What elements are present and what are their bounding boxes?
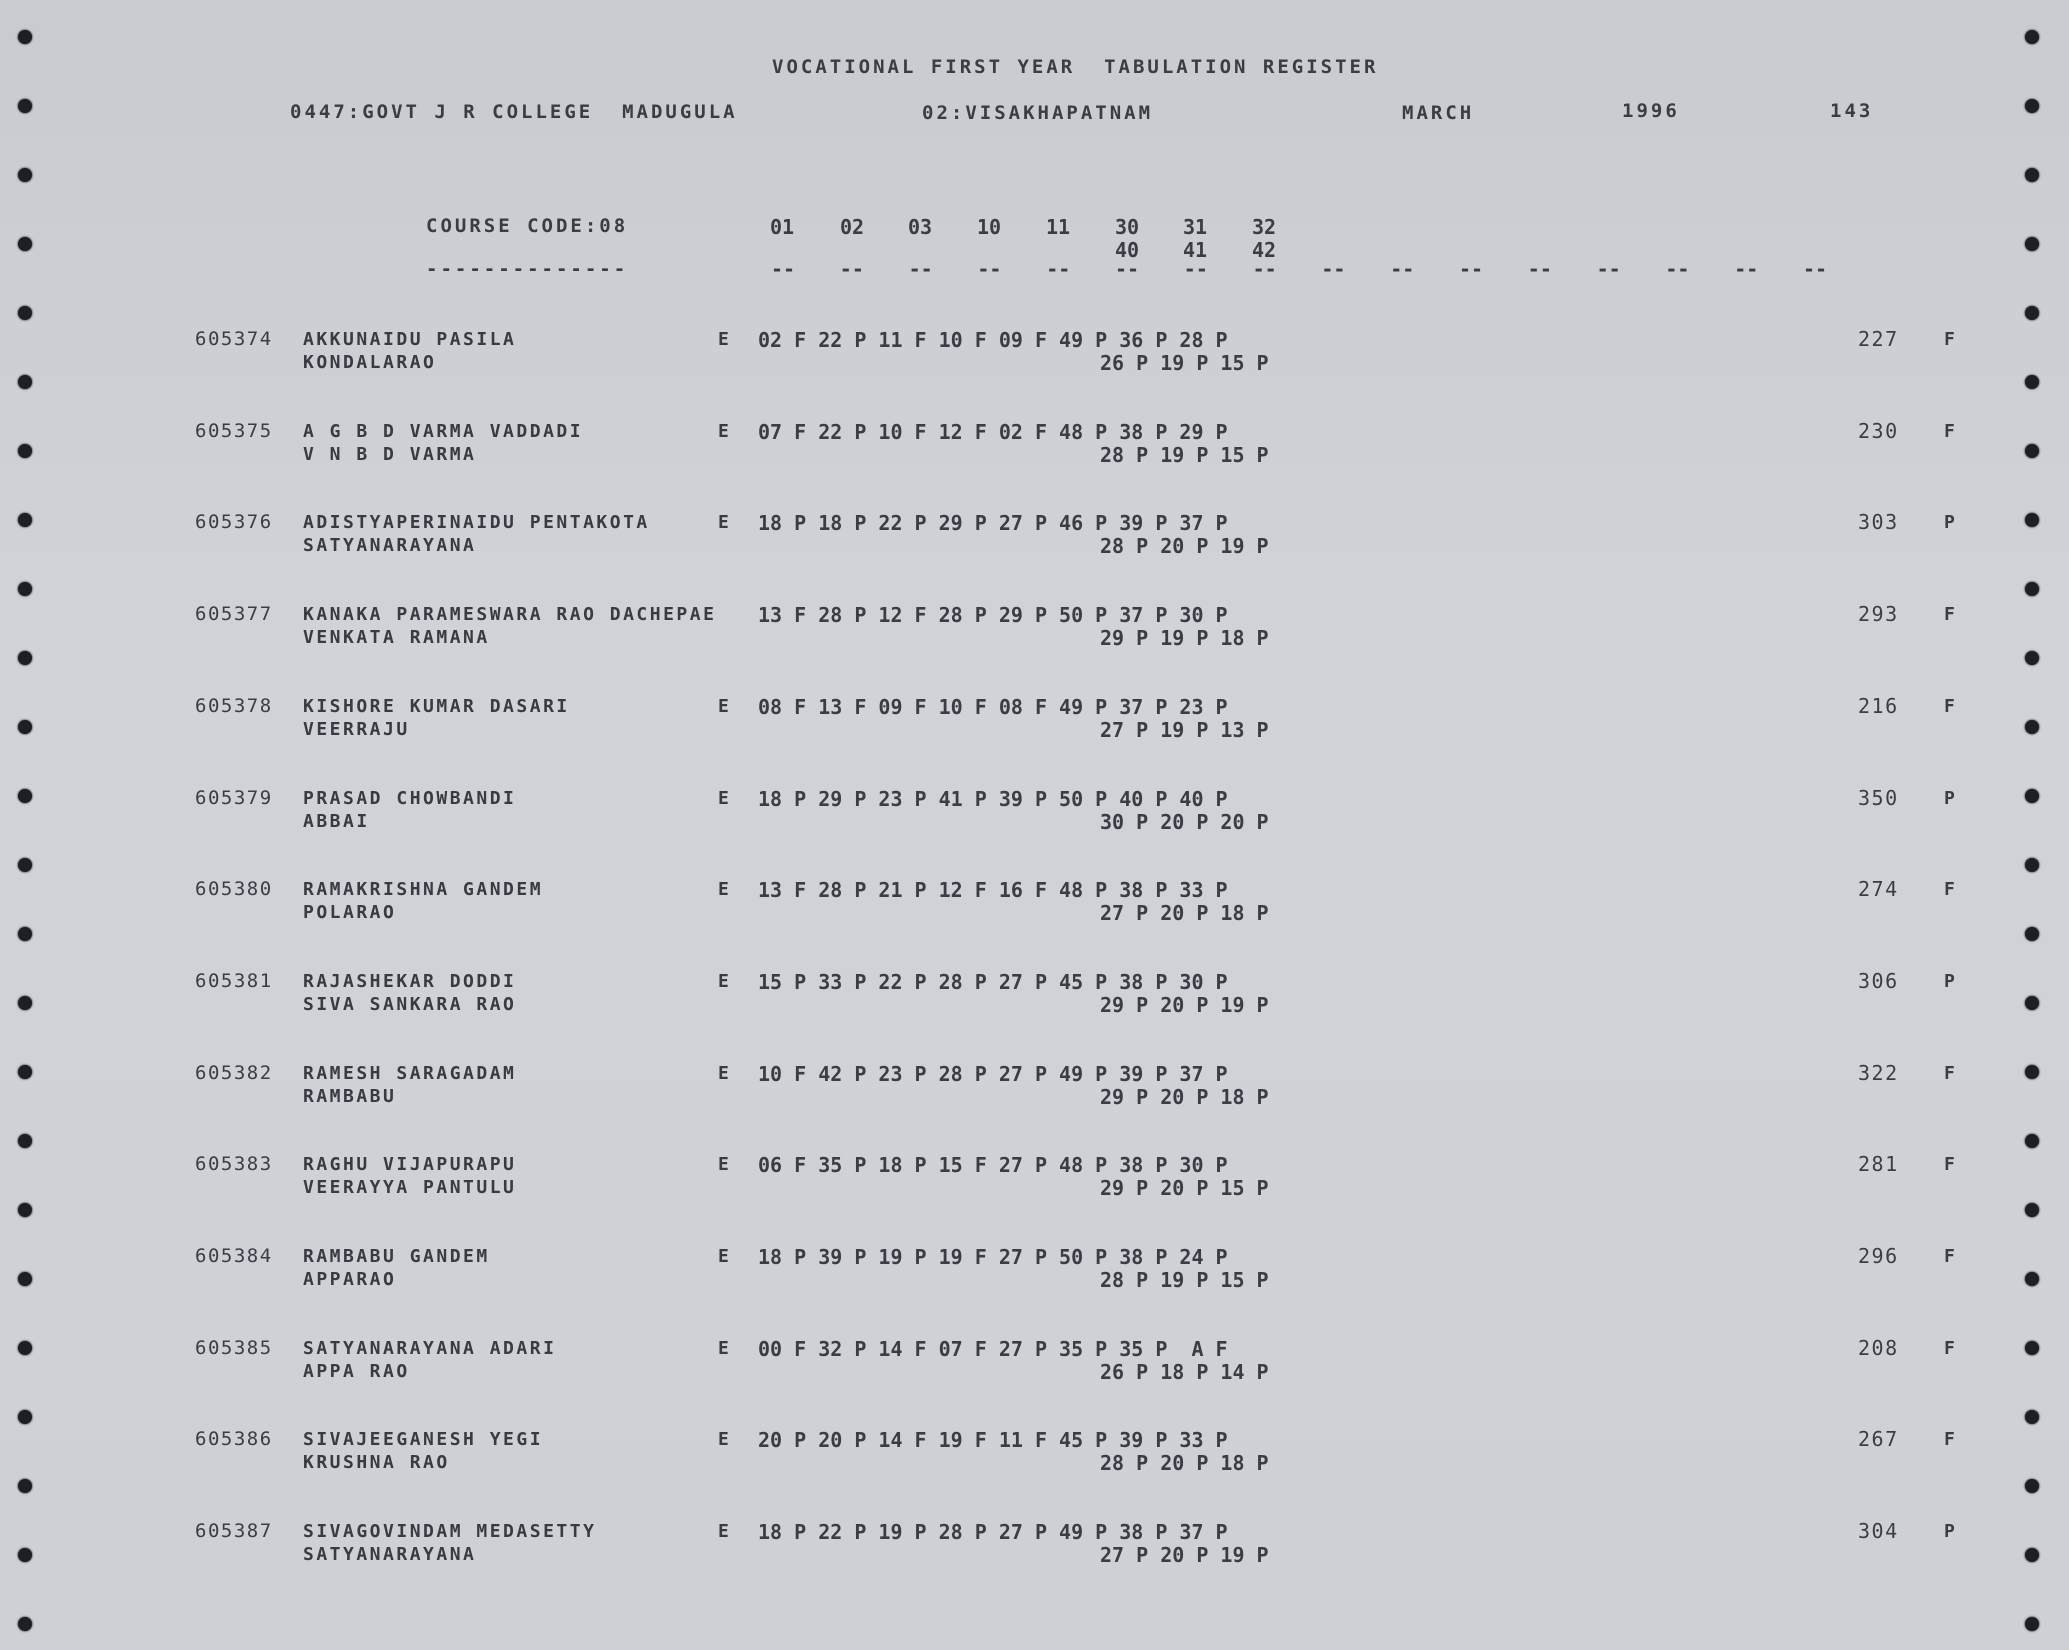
result: F (1944, 695, 1955, 717)
marks-line-2: 26 P 19 P 15 P (1100, 351, 1269, 375)
feed-hole (2025, 1065, 2039, 1079)
total-marks: 216 (1858, 693, 1899, 718)
roll-number: 605380 (195, 878, 273, 901)
student-name: SATYANARAYANA ADARI (303, 1337, 557, 1359)
result: F (1944, 1062, 1955, 1084)
column-dash: -- (1252, 257, 1277, 281)
medium: E (718, 329, 732, 350)
feed-hole (18, 513, 32, 527)
feed-hole (2025, 1341, 2039, 1355)
feed-hole (2025, 1479, 2039, 1493)
marks-line-1: 20 P 20 P 14 F 19 F 11 F 45 P 39 P 33 P (758, 1428, 1228, 1453)
father-name: V N B D VARMA (303, 443, 477, 465)
feed-hole (2025, 789, 2039, 803)
roll-number: 605376 (195, 511, 273, 534)
roll-number: 605383 (195, 1153, 273, 1176)
feed-hole (18, 237, 32, 251)
feed-hole (18, 1203, 32, 1217)
total-marks: 227 (1858, 327, 1899, 351)
feed-hole (18, 996, 32, 1010)
father-name: POLARAO (303, 902, 397, 924)
total-marks: 322 (1858, 1060, 1899, 1085)
column-dash: -- (977, 257, 1002, 281)
marks-line-1: 13 F 28 P 21 P 12 F 16 F 48 P 38 P 33 P (758, 878, 1228, 903)
feed-hole (2025, 30, 2039, 44)
column-dash: -- (839, 257, 864, 281)
feed-hole (18, 1410, 32, 1424)
marks-line-2: 29 P 20 P 15 P (1100, 1176, 1269, 1201)
feed-hole (18, 99, 32, 113)
feed-hole (2025, 1134, 2039, 1148)
course-code-underline: -------------- (426, 258, 629, 280)
feed-hole (18, 1134, 32, 1148)
marks-line-2: 29 P 20 P 19 P (1100, 992, 1269, 1017)
father-name: SATYANARAYANA (303, 1544, 477, 1566)
roll-number: 605384 (195, 1245, 273, 1267)
student-name: RAMESH SARAGADAM (303, 1062, 517, 1084)
father-name: APPA RAO (303, 1360, 410, 1382)
column-dash: -- (1459, 257, 1484, 281)
marks-line-1: 08 F 13 F 09 F 10 F 08 F 49 P 37 P 23 P (758, 694, 1228, 719)
page-number: 143 (1830, 100, 1874, 122)
marks-line-1: 02 F 22 P 11 F 10 F 09 F 49 P 36 P 28 P (758, 328, 1228, 352)
student-name: ADISTYAPERINAIDU PENTAKOTA (303, 512, 650, 534)
feed-hole (18, 1065, 32, 1079)
exam-month: MARCH (1402, 102, 1475, 124)
column-dash: -- (1803, 257, 1828, 281)
feed-hole (18, 306, 32, 320)
result: P (1944, 1521, 1955, 1543)
medium: E (718, 695, 732, 717)
marks-line-2: 28 P 19 P 15 P (1100, 1268, 1269, 1292)
result: F (1944, 329, 1955, 350)
medium: E (718, 787, 732, 809)
marks-line-1: 07 F 22 P 10 F 12 F 02 F 48 P 38 P 29 P (758, 419, 1228, 444)
student-name: RAGHU VIJAPURAPU (303, 1154, 517, 1176)
subject-code: 10 (977, 215, 1002, 239)
feed-hole (2025, 306, 2039, 320)
father-name: SATYANARAYANA (303, 535, 477, 557)
feed-hole (2025, 858, 2039, 872)
subject-code: 01 (770, 215, 795, 239)
father-name: VEERRAJU (303, 718, 410, 740)
marks-line-2: 27 P 20 P 18 P (1100, 901, 1269, 926)
feed-hole (2025, 1410, 2039, 1424)
result: F (1944, 879, 1955, 901)
district-name: 02:VISAKHAPATNAM (922, 102, 1154, 124)
roll-number: 605379 (195, 786, 273, 809)
marks-line-1: 18 P 18 P 22 P 29 P 27 P 46 P 39 P 37 P (758, 511, 1228, 536)
column-dash: -- (1183, 257, 1208, 281)
subject-code: 32 (1252, 215, 1277, 239)
result: F (1944, 420, 1955, 442)
total-marks: 350 (1858, 785, 1899, 810)
feed-hole (2025, 237, 2039, 251)
total-marks: 274 (1858, 877, 1899, 902)
father-name: APPARAO (303, 1269, 397, 1290)
student-name: A G B D VARMA VADDADI (303, 420, 584, 442)
medium: E (718, 1154, 732, 1176)
total-marks: 281 (1858, 1152, 1899, 1177)
feed-hole (18, 168, 32, 182)
column-dash: -- (1527, 257, 1552, 281)
total-marks: 296 (1858, 1244, 1899, 1268)
feed-hole (18, 789, 32, 803)
total-marks: 267 (1858, 1427, 1899, 1452)
medium: E (718, 512, 732, 534)
feed-hole (2025, 99, 2039, 113)
medium: E (718, 879, 732, 901)
feed-hole (18, 651, 32, 665)
medium: E (718, 1246, 732, 1267)
father-name: ABBAI (303, 810, 370, 832)
marks-line-1: 00 F 32 P 14 F 07 F 27 P 35 P 35 P A F (758, 1336, 1228, 1361)
marks-line-1: 15 P 33 P 22 P 28 P 27 P 45 P 38 P 30 P (758, 969, 1228, 994)
result: F (1944, 1337, 1955, 1359)
feed-hole (18, 1617, 32, 1631)
column-dash: -- (908, 257, 933, 281)
roll-number: 605378 (195, 694, 273, 717)
medium: E (718, 1337, 732, 1359)
total-marks: 304 (1858, 1519, 1899, 1544)
exam-year: 1996 (1622, 100, 1680, 122)
marks-line-2: 26 P 18 P 14 P (1100, 1359, 1269, 1384)
marks-line-1: 10 F 42 P 23 P 28 P 27 P 49 P 39 P 37 P (758, 1061, 1228, 1086)
subject-code: 03 (908, 215, 933, 239)
father-name: SIVA SANKARA RAO (303, 993, 517, 1015)
result: P (1944, 970, 1955, 992)
marks-line-2: 28 P 20 P 18 P (1100, 1451, 1269, 1476)
marks-line-2: 27 P 19 P 13 P (1100, 717, 1269, 742)
student-name: RAMBABU GANDEM (303, 1246, 490, 1267)
feed-hole (18, 1272, 32, 1286)
medium: E (718, 1521, 732, 1543)
column-dash: -- (1734, 257, 1759, 281)
total-marks: 303 (1858, 510, 1899, 535)
father-name: KONDALARAO (303, 352, 437, 373)
column-dash: -- (1596, 257, 1621, 281)
tractor-feed-left (18, 0, 58, 1650)
roll-number: 605374 (195, 328, 273, 350)
roll-number: 605382 (195, 1061, 273, 1084)
marks-line-1: 18 P 22 P 19 P 28 P 27 P 49 P 38 P 37 P (758, 1520, 1228, 1545)
subject-code-secondary: 40 (1115, 238, 1140, 262)
feed-hole (18, 1548, 32, 1562)
feed-hole (18, 582, 32, 596)
roll-number: 605375 (195, 419, 273, 442)
feed-hole (2025, 1203, 2039, 1217)
medium: E (718, 1062, 732, 1084)
student-name: AKKUNAIDU PASILA (303, 329, 517, 350)
marks-line-2: 29 P 20 P 18 P (1100, 1084, 1269, 1109)
feed-hole (2025, 996, 2039, 1010)
feed-hole (2025, 582, 2039, 596)
student-name: KISHORE KUMAR DASARI (303, 695, 570, 717)
student-name: RAJASHEKAR DODDI (303, 970, 517, 992)
feed-hole (2025, 651, 2039, 665)
father-name: VEERAYYA PANTULU (303, 1177, 517, 1199)
column-dash: -- (1321, 257, 1346, 281)
result: F (1944, 1154, 1955, 1176)
feed-hole (2025, 375, 2039, 389)
feed-hole (2025, 927, 2039, 941)
feed-hole (18, 1479, 32, 1493)
column-dash: -- (1665, 257, 1690, 281)
roll-number: 605386 (195, 1428, 273, 1451)
roll-number: 605381 (195, 969, 273, 992)
student-name: RAMAKRISHNA GANDEM (303, 879, 544, 901)
subject-code: 02 (840, 215, 865, 239)
subject-code: 11 (1046, 215, 1071, 239)
result: P (1944, 787, 1955, 809)
result: F (1944, 1246, 1955, 1267)
medium: E (718, 970, 732, 992)
total-marks: 306 (1858, 968, 1899, 993)
column-dash: -- (1115, 257, 1140, 281)
subject-code-secondary: 41 (1183, 238, 1208, 262)
marks-line-1: 18 P 39 P 19 P 19 F 27 P 50 P 38 P 24 P (758, 1245, 1228, 1269)
feed-hole (2025, 513, 2039, 527)
feed-hole (2025, 444, 2039, 458)
result: F (1944, 604, 1955, 626)
feed-hole (18, 858, 32, 872)
course-code: COURSE CODE:08 (426, 215, 629, 237)
column-dash: -- (1046, 257, 1071, 281)
result: F (1944, 1429, 1955, 1451)
total-marks: 293 (1858, 602, 1899, 627)
student-name: SIVAGOVINDAM MEDASETTY (303, 1521, 597, 1543)
marks-line-2: 27 P 20 P 19 P (1100, 1543, 1269, 1568)
roll-number: 605385 (195, 1336, 273, 1359)
subject-code-secondary: 42 (1252, 238, 1277, 262)
feed-hole (2025, 1617, 2039, 1631)
feed-hole (18, 720, 32, 734)
father-name: RAMBABU (303, 1085, 397, 1107)
feed-hole (2025, 1272, 2039, 1286)
roll-number: 605387 (195, 1520, 273, 1543)
roll-number: 605377 (195, 603, 273, 626)
column-dash: -- (771, 257, 796, 281)
father-name: KRUSHNA RAO (303, 1452, 450, 1474)
feed-hole (2025, 168, 2039, 182)
marks-line-2: 29 P 19 P 18 P (1100, 626, 1269, 651)
college-name: 0447:GOVT J R COLLEGE MADUGULA (290, 101, 738, 123)
feed-hole (18, 30, 32, 44)
feed-hole (18, 444, 32, 458)
feed-hole (18, 375, 32, 389)
feed-hole (2025, 720, 2039, 734)
marks-line-1: 06 F 35 P 18 P 15 F 27 P 48 P 38 P 30 P (758, 1153, 1228, 1178)
tractor-feed-right (2025, 0, 2065, 1650)
total-marks: 208 (1858, 1335, 1899, 1360)
feed-hole (2025, 1548, 2039, 1562)
feed-hole (18, 927, 32, 941)
student-name: KANAKA PARAMESWARA RAO DACHEPAE (303, 604, 717, 626)
marks-line-1: 13 F 28 P 12 F 28 P 29 P 50 P 37 P 30 P (758, 603, 1228, 628)
student-name: SIVAJEEGANESH YEGI (303, 1429, 544, 1451)
marks-line-2: 30 P 20 P 20 P (1100, 809, 1269, 834)
marks-line-2: 28 P 19 P 15 P (1100, 442, 1269, 467)
feed-hole (18, 1341, 32, 1355)
father-name: VENKATA RAMANA (303, 627, 490, 649)
medium: E (718, 1429, 732, 1451)
marks-line-2: 28 P 20 P 19 P (1100, 534, 1269, 559)
total-marks: 230 (1858, 418, 1899, 443)
subject-code: 30 (1115, 215, 1140, 239)
column-dash: -- (1390, 257, 1415, 281)
student-name: PRASAD CHOWBANDI (303, 787, 517, 809)
medium: E (718, 420, 732, 442)
result: P (1944, 512, 1955, 534)
subject-code: 31 (1183, 215, 1208, 239)
register-title: VOCATIONAL FIRST YEAR TABULATION REGISTER (772, 56, 1379, 78)
marks-line-1: 18 P 29 P 23 P 41 P 39 P 50 P 40 P 40 P (758, 786, 1228, 811)
